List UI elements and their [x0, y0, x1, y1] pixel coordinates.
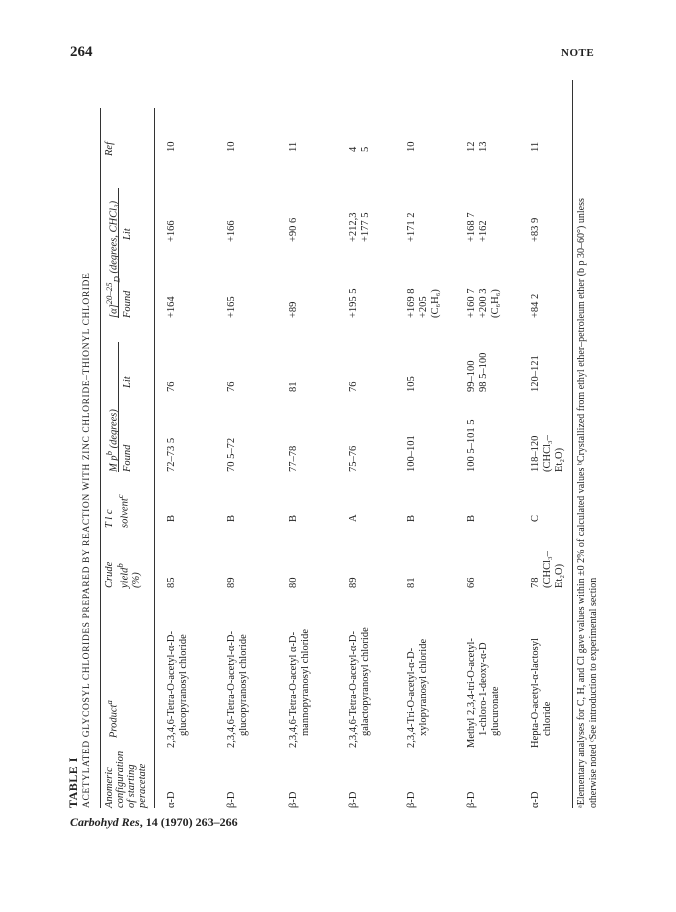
header-product — [104, 700, 120, 738]
header-rot-lit: Lit — [122, 228, 133, 240]
cell-product: 2,3,4,6-Tetra-O-acetyl-α-D- — [348, 630, 359, 748]
journal-ref: , 14 (1970) 263–266 — [139, 815, 238, 829]
header-tlc-line: T l c — [104, 509, 115, 528]
cell-crude: 81 — [406, 577, 417, 588]
header-mp-found: Found — [122, 444, 133, 472]
header-ref: Ref — [104, 142, 115, 156]
header-rotation — [104, 201, 123, 318]
header-rule — [154, 108, 155, 808]
cell-rot-lit: +177 5 — [360, 212, 371, 242]
cell-product: galactopyranosyl chloride — [360, 627, 371, 736]
header-anomeric-line: of starting — [126, 764, 137, 808]
cell-crude: 66 — [466, 577, 477, 588]
cell-ref: 4 — [348, 146, 359, 152]
cell-product: 2,3,4,6-Tetra-O-acetyl α-D- — [288, 631, 299, 748]
cell-tlc: C — [530, 514, 541, 522]
journal-citation — [70, 815, 238, 830]
cell-mp-found: 100–101 — [406, 435, 417, 472]
cell-mp-found: 100 5–101 5 — [466, 419, 477, 472]
header-crude — [104, 562, 142, 588]
cell-mp-found: 118–120 — [530, 435, 541, 472]
header-mp-lit: Lit — [122, 376, 133, 388]
cell-ref: 10 — [166, 141, 177, 152]
cell-anomeric: β-D — [288, 791, 299, 808]
cell-rot-lit: +83 9 — [530, 217, 541, 242]
cell-mp-lit: 98 5–100 — [478, 352, 489, 392]
cell-crude: (CHCl₃– — [542, 551, 553, 588]
cell-rot-found: +84 2 — [530, 293, 541, 318]
cell-rot-found: +165 — [226, 296, 237, 318]
header-rot-text: [α] — [108, 304, 120, 318]
cell-product: 2,3,4,6-Tetra-O-acetyl-α-D- — [166, 630, 177, 748]
footnote-line: otherwise noted ᶜSee introduction to experimental section — [588, 577, 599, 808]
cell-product: 1-chloro-1-deoxy-α-D — [478, 642, 489, 736]
page-number: 264 — [70, 44, 93, 60]
cell-mp-lit: 81 — [288, 381, 299, 392]
cell-ref: 5 — [360, 146, 371, 152]
cell-mp-found: 70 5–72 — [226, 437, 237, 472]
cell-rot-found: +160 7 — [466, 288, 477, 318]
cell-rot-found: +164 — [166, 296, 177, 318]
cell-rot-lit: +90 6 — [288, 217, 299, 242]
rotated-table — [66, 80, 606, 808]
cell-mp-found: 77–78 — [288, 445, 299, 472]
header-anomeric-line: Anomeric — [104, 767, 115, 808]
footnote-line: ᵃElementary analyses for C, H, and Cl gave values within ±0 2% of calculated values ᵇCrystallized from ethyl ether–petroleum ether (b p 30–60°) unless — [576, 198, 587, 808]
cell-anomeric: α-D — [530, 791, 541, 808]
header-crude-line: (%) — [130, 572, 142, 588]
cell-tlc: B — [226, 514, 237, 522]
header-crude-line: yield — [119, 567, 131, 588]
cell-ref: 13 — [478, 141, 489, 152]
cell-ref: 10 — [226, 141, 237, 152]
footnote-mark: c — [115, 494, 125, 499]
cell-product: Hepta-O-acetyl-α-lactosyl — [530, 638, 541, 748]
footnote-mark: b — [115, 563, 125, 568]
running-head: NOTE — [561, 47, 595, 59]
cell-mp-lit: 76 — [226, 381, 237, 392]
cell-tlc: B — [288, 514, 299, 522]
cell-product: glucopyranosyl chloride — [238, 634, 249, 736]
cell-anomeric: β-D — [406, 791, 417, 808]
header-mp-unit: (degrees) — [108, 409, 120, 449]
footnote-mark: a — [104, 700, 114, 705]
cell-product: glucuronate — [490, 686, 501, 736]
table-caption: ACETYLATED GLYCOSYL CHLORIDES PREPARED BY REACTION WITH ZINC CHLORIDE–THIONYL CHLORIDE — [82, 272, 92, 808]
cell-rot-found: +195 5 — [348, 288, 359, 318]
cell-crude: 89 — [348, 577, 359, 588]
cell-mp-found: (CHCl₃– — [542, 435, 553, 472]
cell-mp-lit: 105 — [406, 376, 417, 392]
cell-anomeric: β-D — [226, 791, 237, 808]
cell-ref: 11 — [288, 141, 299, 152]
cell-anomeric: β-D — [466, 791, 477, 808]
footnote-mark: b — [104, 451, 114, 456]
top-rule — [100, 108, 101, 808]
table-title: TABLE I — [66, 757, 80, 808]
cell-mp-found: 75–76 — [348, 445, 359, 472]
cell-anomeric: β-D — [348, 791, 359, 808]
header-rot-sub: D — [111, 276, 122, 283]
cell-mp-lit: 99–100 — [466, 360, 477, 392]
cell-rot-lit: +212,3 — [348, 212, 359, 242]
header-crude-line: Crude — [104, 561, 115, 588]
cell-rot-lit: +168 7 — [466, 212, 477, 242]
header-rot-sup: 20–25 — [104, 282, 114, 305]
mp-span-rule — [118, 342, 119, 472]
header-rot-found: Found — [122, 290, 133, 318]
cell-mp-found: Et₂O) — [554, 447, 565, 472]
cell-tlc: B — [166, 514, 177, 522]
cell-tlc: A — [348, 514, 359, 522]
cell-product: 2,3,4-Tri-O-acetyl-α-D- — [406, 647, 417, 748]
cell-rot-found: +205 — [418, 296, 429, 318]
cell-crude: 85 — [166, 577, 177, 588]
header-product-text: Product — [108, 704, 120, 738]
header-anomeric — [104, 751, 148, 808]
header-rot-unit: (degrees, CHCl₃) — [108, 200, 120, 274]
cell-rot-lit: +162 — [478, 220, 489, 242]
bottom-rule — [572, 80, 573, 808]
cell-crude: Et₂O) — [554, 563, 565, 588]
cell-anomeric: α-D — [166, 791, 177, 808]
cell-rot-found: +200 3 — [478, 288, 489, 318]
cell-tlc: B — [406, 514, 417, 522]
journal-name: Carbohyd Res — [70, 815, 140, 829]
header-tlc — [104, 494, 131, 528]
cell-ref: 12 — [466, 141, 477, 152]
cell-ref: 11 — [530, 141, 541, 152]
cell-product: xylopyranosyl chloride — [418, 638, 429, 736]
cell-product: 2,3,4,6-Tetra-O-acetyl-α-D- — [226, 630, 237, 748]
cell-mp-lit: 120–121 — [530, 355, 541, 392]
cell-rot-lit: +171 2 — [406, 212, 417, 242]
cell-mp-lit: 76 — [166, 381, 177, 392]
cell-tlc: B — [466, 514, 477, 522]
cell-mp-found: 72–73 5 — [166, 437, 177, 472]
cell-crude: 80 — [288, 577, 299, 588]
cell-crude: 89 — [226, 577, 237, 588]
cell-rot-found: (C₆H₆) — [430, 289, 441, 318]
header-anomeric-line: peracetate — [137, 763, 148, 808]
cell-rot-found: +89 — [288, 301, 299, 318]
cell-rot-found: (C₆H₆) — [490, 289, 501, 318]
header-anomeric-line: configuration — [115, 750, 126, 808]
header-tlc-line: solvent — [119, 498, 131, 528]
cell-mp-lit: 76 — [348, 381, 359, 392]
cell-crude: 78 — [530, 577, 541, 588]
cell-product: Methyl 2,3,4-tri-O-acetyl- — [466, 638, 477, 748]
cell-product: chloride — [542, 701, 553, 736]
cell-product: glucopyranosyl chloride — [178, 634, 189, 736]
header-mp-text: M p — [108, 455, 120, 472]
cell-rot-lit: +166 — [166, 220, 177, 242]
cell-rot-lit: +166 — [226, 220, 237, 242]
rot-span-rule — [118, 188, 119, 318]
cell-ref: 10 — [406, 141, 417, 152]
cell-rot-found: +169 8 — [406, 288, 417, 318]
cell-product: mannopyranosyl chloride — [300, 628, 311, 736]
